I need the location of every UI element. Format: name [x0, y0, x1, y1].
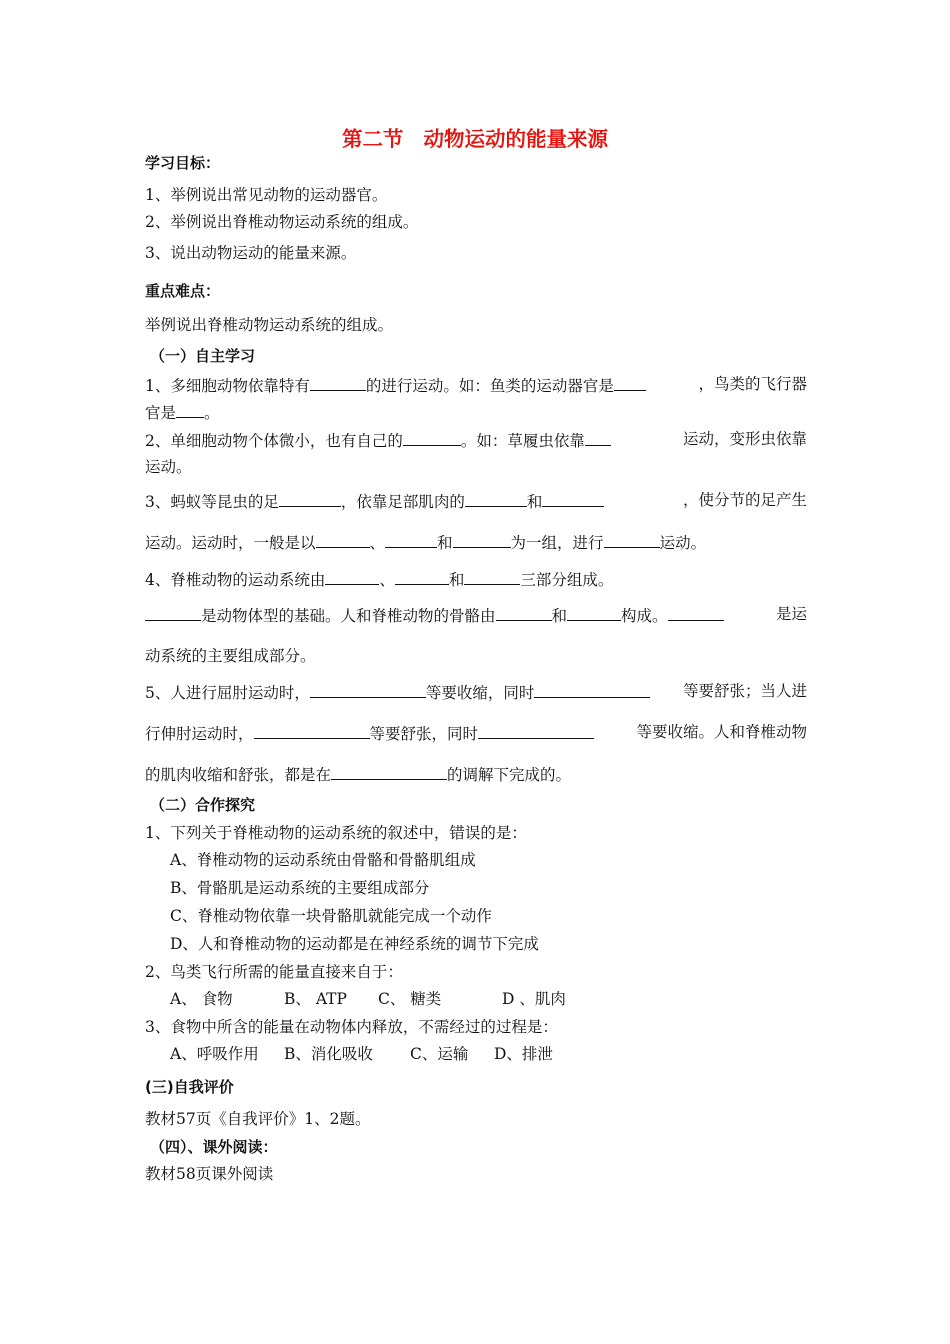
question-line: 行伸肘运动时， 等要舒张，同时 等要收缩。人和脊椎动物	[145, 723, 807, 743]
answer-option: D、排泄	[494, 1045, 553, 1063]
question-stem: 1、下列关于脊椎动物的运动系统的叙述中，错误的是：	[145, 824, 527, 842]
answer-blank	[496, 603, 552, 621]
section2-heading: （二）合作探究	[150, 796, 256, 814]
question-line: 4、脊椎动物的运动系统由 、 和 三部分组成。	[145, 567, 613, 591]
question-line: 3、蚂蚁等昆虫的足 ，依靠足部肌肉的 和 ，使分节的足产生	[145, 491, 807, 511]
question-line: 5、人进行屈肘运动时， 等要收缩，同时 等要舒张；当人进	[145, 682, 807, 702]
answer-blank	[316, 530, 370, 548]
answer-option: A、脊椎动物的运动系统由骨骼和骨骼肌组成	[170, 851, 476, 869]
section1-heading: （一）自主学习	[150, 347, 256, 365]
answer-blank	[464, 567, 520, 585]
answer-option: C、运输	[410, 1045, 469, 1063]
title-topic: 动物运动的能量来源	[423, 127, 608, 151]
answer-option: B、骨骼肌是运动系统的主要组成部分	[170, 879, 430, 897]
answer-blank	[542, 489, 604, 507]
objectives-heading: 学习目标：	[145, 154, 221, 172]
answer-blank	[668, 603, 724, 621]
objective-item: 1、举例说出常见动物的运动器官。	[145, 186, 388, 204]
answer-blank	[145, 603, 201, 621]
question-line: 的肌肉收缩和舒张，都是在 的调解下完成的。	[145, 762, 571, 786]
key-points-heading: 重点难点：	[145, 282, 221, 300]
answer-blank	[395, 567, 449, 585]
answer-blank	[534, 680, 650, 698]
question-stem: 2、鸟类飞行所需的能量直接来自于：	[145, 963, 403, 981]
question-line: 运动。	[145, 458, 192, 476]
answer-blank	[614, 373, 646, 391]
answer-option: B、 ATP	[284, 990, 347, 1008]
question-line: 动系统的主要组成部分。	[145, 647, 316, 665]
question-stem: 3、食物中所含的能量在动物体内释放，不需经过的过程是：	[145, 1018, 558, 1036]
answer-option: D 、肌肉	[502, 990, 566, 1008]
answer-blank	[478, 721, 594, 739]
objective-item: 3、说出动物运动的能量来源。	[145, 244, 357, 262]
answer-blank	[385, 530, 437, 548]
answer-blank	[310, 373, 366, 391]
answer-blank	[325, 567, 379, 585]
options-row	[170, 1043, 553, 1065]
title-section-number: 第二节	[342, 127, 404, 151]
answer-blank	[331, 762, 447, 780]
page-title	[0, 122, 950, 152]
answer-option: C、 糖类	[378, 990, 442, 1008]
answer-blank	[465, 489, 527, 507]
answer-blank	[403, 428, 461, 446]
question-line: 1、多细胞动物依靠特有 的进行运动。如：鱼类的运动器官是 ，鸟类的飞行器	[145, 375, 807, 395]
answer-blank	[279, 489, 341, 507]
answer-option: A、呼吸作用	[170, 1045, 259, 1063]
answer-blank	[176, 400, 204, 418]
answer-blank	[254, 721, 370, 739]
key-points-text: 举例说出脊椎动物运动系统的组成。	[145, 316, 394, 334]
question-line: 官是 。	[145, 400, 220, 424]
answer-blank	[604, 530, 660, 548]
answer-option: C、脊椎动物依靠一块骨骼肌就能完成一个动作	[170, 907, 492, 925]
section3-heading: (三)自我评价	[145, 1078, 234, 1096]
question-line: 2、单细胞动物个体微小，也有自己的 。如：草履虫依靠 运动，变形虫依靠	[145, 430, 807, 450]
answer-option: D、人和脊椎动物的运动都是在神经系统的调节下完成	[170, 935, 539, 953]
question-line: 是动物体型的基础。人和脊椎动物的骨骼由 和 构成。 是运	[145, 603, 807, 627]
answer-option: B、消化吸收	[284, 1045, 373, 1063]
objective-item: 2、举例说出脊椎动物运动系统的组成。	[145, 213, 419, 231]
answer-blank	[585, 428, 611, 446]
section4-heading: （四）、课外阅读：	[150, 1138, 278, 1156]
answer-option: A、 食物	[170, 990, 233, 1008]
answer-blank	[453, 530, 511, 548]
section4-text: 教材58页课外阅读	[145, 1165, 274, 1183]
question-line: 运动。运动时，一般是以 、 和 为一组，进行 运动。	[145, 530, 706, 554]
answer-blank	[567, 603, 621, 621]
options-row	[170, 988, 566, 1010]
answer-blank	[310, 680, 426, 698]
section3-text: 教材57页《自我评价》1、2题。	[145, 1110, 371, 1128]
